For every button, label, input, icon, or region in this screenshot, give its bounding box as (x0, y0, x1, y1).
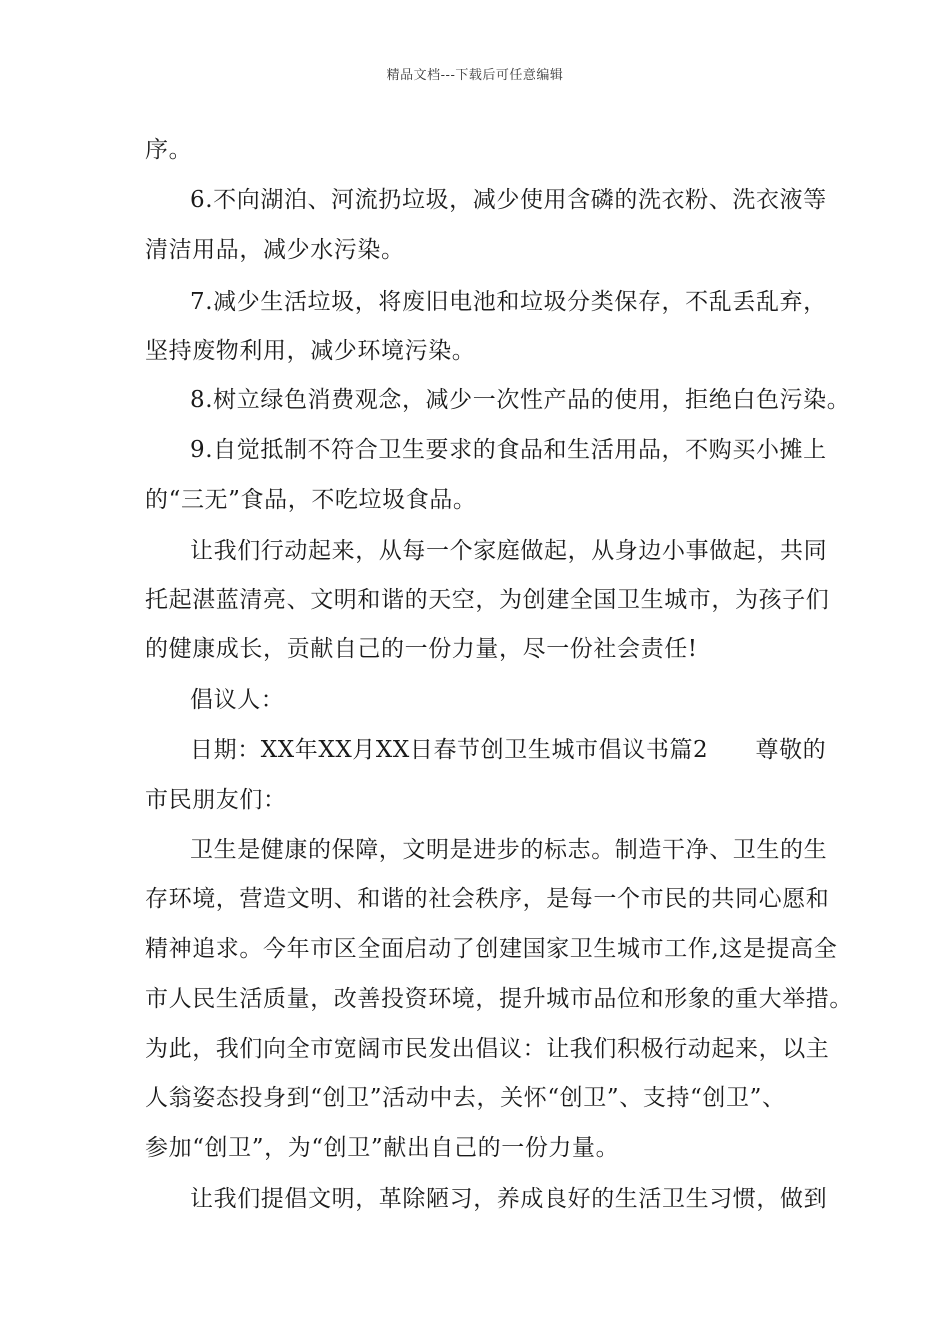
text-line: 卫生是健康的保障，文明是进步的标志。制造干净、卫生的生 (190, 837, 828, 863)
text-line: 参加“创卫”，为“创卫”献出自己的一份力量。 (145, 1135, 620, 1161)
text-line: 6.不向湖泊、河流扔垃圾，减少使用含磷的洗衣粉、洗衣液等 (190, 187, 827, 213)
text-line: 为此，我们向全市宽阔市民发出倡议：让我们积极行动起来，以主 (145, 1036, 830, 1062)
text-line: 日期：XX年XX月XX日春节创卫生城市倡议书篇2 尊敬的 (190, 737, 827, 763)
text-line: 精神追求。今年市区全面启动了创建国家卫生城市工作,这是提高全 (145, 936, 838, 962)
text-line: 存环境，营造文明、和谐的社会秩序，是每一个市民的共同心愿和 (145, 886, 830, 912)
text-line: 9.自觉抵制不符合卫生要求的食品和生活用品，不购买小摊上 (190, 437, 827, 463)
text-line: 8.树立绿色消费观念，减少一次性产品的使用，拒绝白色污染。 (190, 387, 851, 413)
text-line: 人翁姿态投身到“创卫”活动中去，关怀“创卫”、支持“创卫”、 (145, 1085, 786, 1111)
text-line: 市民朋友们： (145, 787, 287, 813)
text-line: 倡议人： (190, 687, 285, 713)
text-line: 让我们提倡文明，革除陋习，养成良好的生活卫生习惯，做到 (190, 1186, 828, 1212)
text-line: 序。 (145, 137, 193, 163)
text-line: 托起湛蓝清亮、文明和谐的天空，为创建全国卫生城市，为孩子们 (145, 587, 830, 613)
text-line: 市人民生活质量，改善投资环境，提升城市品位和形象的重大举措。 (145, 986, 853, 1012)
text-line: 的健康成长，贡献自己的一份力量，尽一份社会责任! (145, 636, 698, 662)
text-line: 清洁用品，减少水污染。 (145, 237, 405, 263)
text-line: 7.减少生活垃圾，将废旧电池和垃圾分类保存，不乱丢乱弃， (190, 289, 827, 315)
text-line: 的“三无”食品，不吃垃圾食品。 (145, 487, 477, 513)
text-line: 让我们行动起来，从每一个家庭做起，从身边小事做起，共同 (190, 538, 828, 564)
text-line: 坚持废物利用，减少环境污染。 (145, 338, 476, 364)
page-header: 精品文档---下载后可任意编辑 (386, 68, 564, 83)
